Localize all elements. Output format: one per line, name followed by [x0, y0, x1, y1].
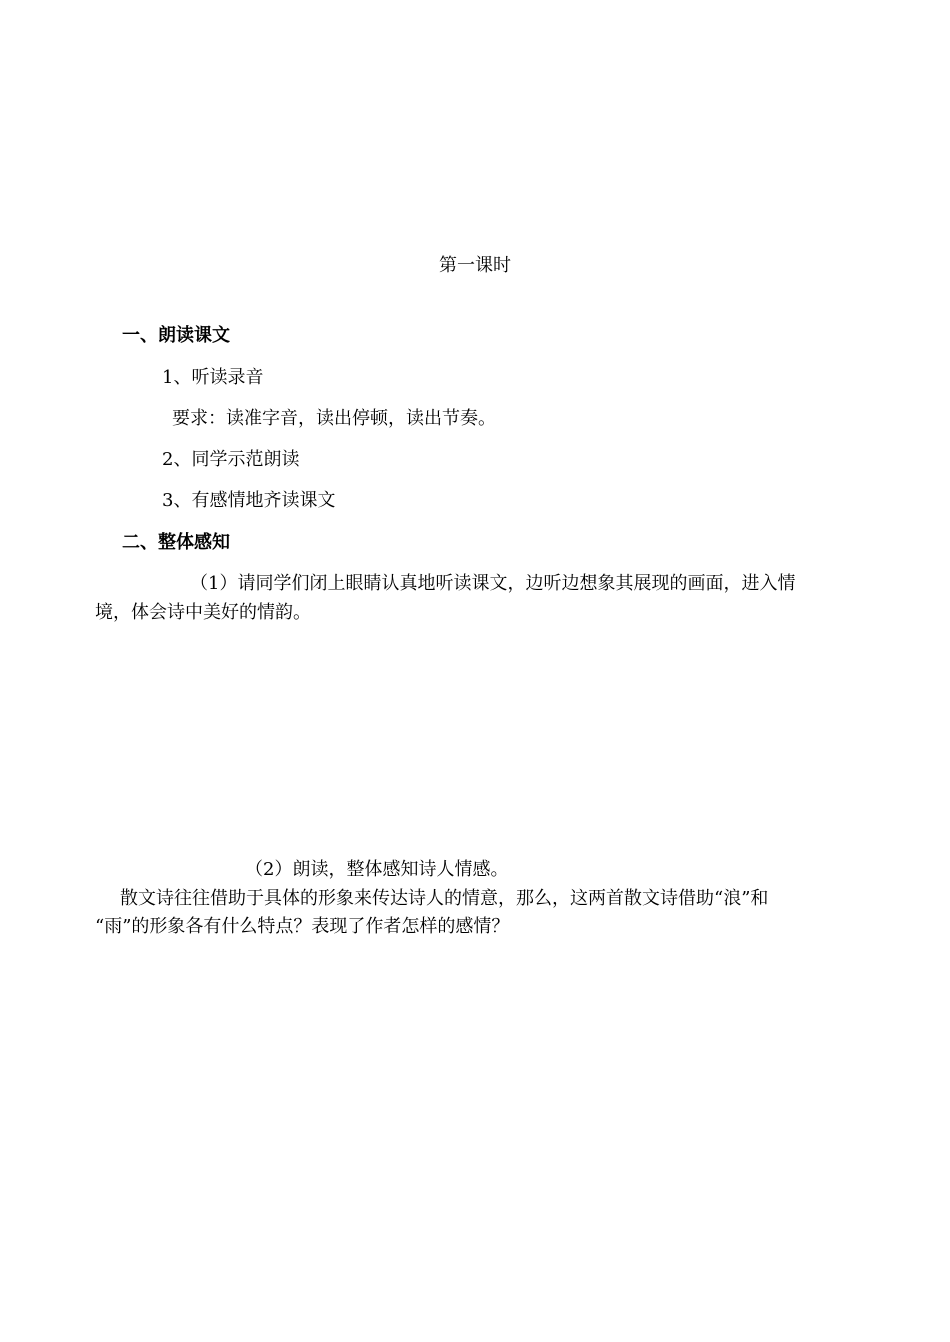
overview-para2-line1: 散文诗往往借助于具体的形象来传达诗人的情意，那么，这两首散文诗借助“浪”和: [120, 888, 769, 909]
reading-item-listen: 1、听读录音: [162, 367, 264, 388]
overview-para2-label: （2）朗读，整体感知诗人情感。: [245, 859, 509, 880]
section-heading-reading: 一、朗读课文: [122, 325, 230, 346]
reading-item-chorus: 3、有感情地齐读课文: [162, 490, 336, 511]
reading-requirement: 要求：读准字音，读出停顿，读出节奏。: [172, 408, 496, 429]
reading-item-demo: 2、同学示范朗读: [162, 449, 300, 470]
overview-para1-line2: 境，体会诗中美好的情韵。: [95, 602, 311, 623]
page-title: 第一课时: [439, 255, 511, 276]
overview-para1-line1: （1）请同学们闭上眼睛认真地听读课文，边听边想象其展现的画面，进入情: [190, 573, 796, 594]
section-heading-overview: 二、整体感知: [122, 532, 230, 553]
overview-para2-line2: “雨”的形象各有什么特点？表现了作者怎样的感情？: [95, 916, 510, 937]
